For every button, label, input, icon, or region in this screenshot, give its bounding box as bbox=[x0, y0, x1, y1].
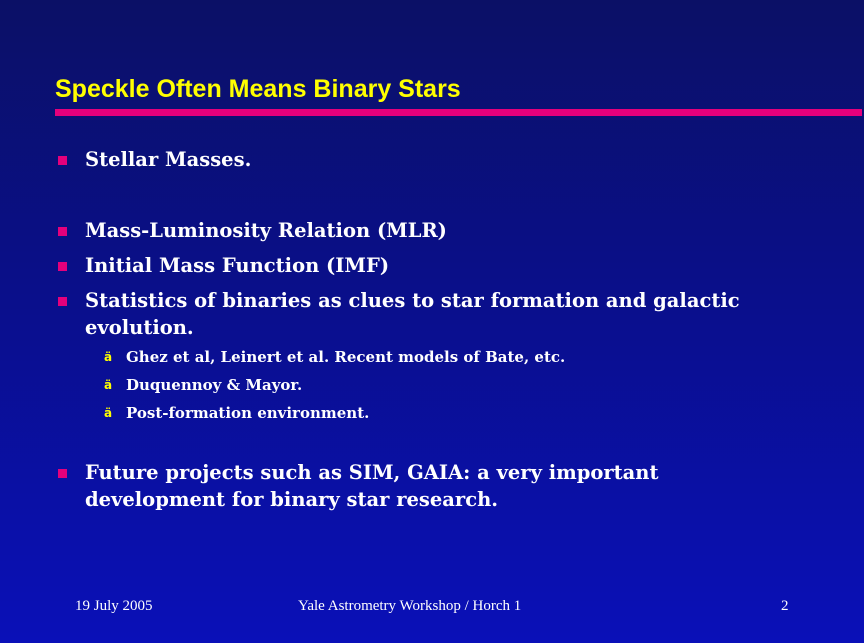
square-bullet-icon bbox=[58, 227, 67, 236]
square-bullet-icon bbox=[58, 156, 67, 165]
arrow-bullet-icon: ä bbox=[104, 378, 113, 392]
bullet-item-stellar-masses bbox=[58, 146, 838, 173]
sub-bullet-item bbox=[104, 403, 369, 423]
slide-title: Speckle Often Means Binary Stars bbox=[55, 75, 461, 103]
title-underline bbox=[55, 109, 862, 116]
footer-date: 19 July 2005 bbox=[75, 598, 153, 614]
footer-event: Yale Astrometry Workshop / Horch 1 bbox=[298, 598, 522, 614]
page-number: 2 bbox=[781, 598, 789, 614]
bullet-item-future-projects bbox=[58, 459, 698, 513]
square-bullet-icon bbox=[58, 262, 67, 271]
square-bullet-icon bbox=[58, 469, 67, 478]
bullet-text: Initial Mass Function (IMF) bbox=[85, 254, 390, 277]
bullet-item-imf bbox=[58, 252, 838, 279]
arrow-bullet-icon: ä bbox=[104, 406, 113, 420]
bullet-item-mlr bbox=[58, 217, 838, 244]
sub-bullet-item bbox=[104, 347, 565, 367]
sub-bullet-text: Post-formation environment. bbox=[126, 404, 370, 422]
bullet-text: Mass-Luminosity Relation (MLR) bbox=[85, 219, 447, 242]
bullet-item-statistics bbox=[58, 287, 758, 341]
square-bullet-icon bbox=[58, 297, 67, 306]
bullet-text: Stellar Masses. bbox=[85, 148, 252, 171]
arrow-bullet-icon: ä bbox=[104, 350, 113, 364]
bullet-text: Statistics of binaries as clues to star formation and galactic evolution. bbox=[85, 289, 740, 339]
bullet-text: Future projects such as SIM, GAIA: a very important development for binary star research. bbox=[85, 461, 659, 511]
sub-bullet-item bbox=[104, 375, 302, 395]
sub-bullet-text: Ghez et al, Leinert et al. Recent models of Bate, etc. bbox=[126, 348, 566, 366]
sub-bullet-text: Duquennoy & Mayor. bbox=[126, 376, 303, 394]
